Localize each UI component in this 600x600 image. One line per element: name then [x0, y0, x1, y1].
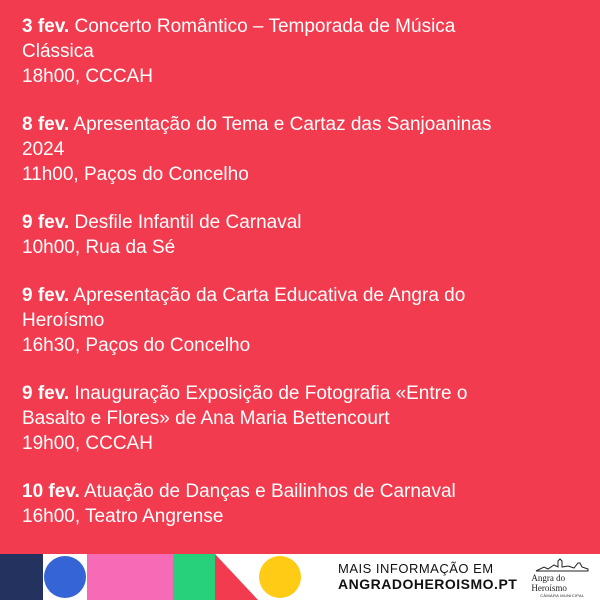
event-title-cont: 2024 — [22, 139, 65, 160]
event-title: Concerto Romântico – Temporada de Música — [74, 16, 456, 37]
event-title: Apresentação da Carta Educativa de Angra do — [73, 285, 466, 306]
events-list — [22, 14, 582, 552]
event-detail: 11h00, Paços do Concelho — [22, 164, 249, 185]
info-label: MAIS INFORMAÇÃO EM — [338, 561, 494, 576]
event-detail: 10h00, Rua da Sé — [22, 237, 176, 258]
event-title: Atuação de Danças e Bailinhos de Carnaval — [83, 481, 456, 502]
blue-circle — [43, 554, 87, 600]
event-title-cont: Clássica — [22, 41, 94, 62]
event-detail: 18h00, CCCAH — [22, 66, 153, 87]
red-triangle-block — [215, 554, 258, 600]
red-triangle — [215, 554, 258, 600]
pink-block — [87, 554, 173, 600]
event-item — [22, 210, 582, 260]
event-item — [22, 283, 582, 358]
event-detail: 16h30, Paços do Concelho — [22, 335, 251, 356]
footer-bar — [0, 554, 600, 600]
event-detail: 16h00, Teatro Angrense — [22, 506, 224, 527]
event-date: 9 fev. — [22, 212, 70, 233]
event-date: 9 fev. — [22, 383, 70, 404]
event-title-cont: Basalto e Flores» de Ana Maria Bettencourt — [22, 408, 390, 429]
skyline-icon — [534, 557, 590, 573]
yellow-circle — [258, 554, 302, 600]
event-title: Inauguração Exposição de Fotografia «Entre o — [74, 383, 468, 404]
website-link[interactable]: ANGRADOHEROISMO.PT — [338, 576, 518, 592]
event-date: 9 fev. — [22, 285, 70, 306]
info-panel — [258, 554, 600, 600]
logo-name: Angra do Heroísmo — [531, 572, 567, 593]
blue-circle-block — [43, 554, 87, 600]
event-title-cont: Heroísmo — [22, 310, 105, 331]
event-date: 3 fev. — [22, 16, 70, 37]
event-title: Apresentação do Tema e Cartaz das Sanjoaninas — [73, 114, 492, 135]
event-date: 8 fev. — [22, 114, 70, 135]
event-title: Desfile Infantil de Carnaval — [74, 212, 302, 233]
city-logo — [531, 557, 593, 598]
event-date: 10 fev. — [22, 481, 80, 502]
logo-subtitle: CÂMARA MUNICIPAL — [540, 592, 585, 598]
event-item — [22, 112, 582, 187]
event-item — [22, 479, 582, 529]
event-item — [22, 381, 582, 456]
green-block — [173, 554, 215, 600]
website-info — [338, 561, 517, 593]
color-blocks — [0, 554, 258, 600]
event-detail: 19h00, CCCAH — [22, 433, 153, 454]
event-item — [22, 14, 582, 89]
navy-block — [0, 554, 43, 600]
